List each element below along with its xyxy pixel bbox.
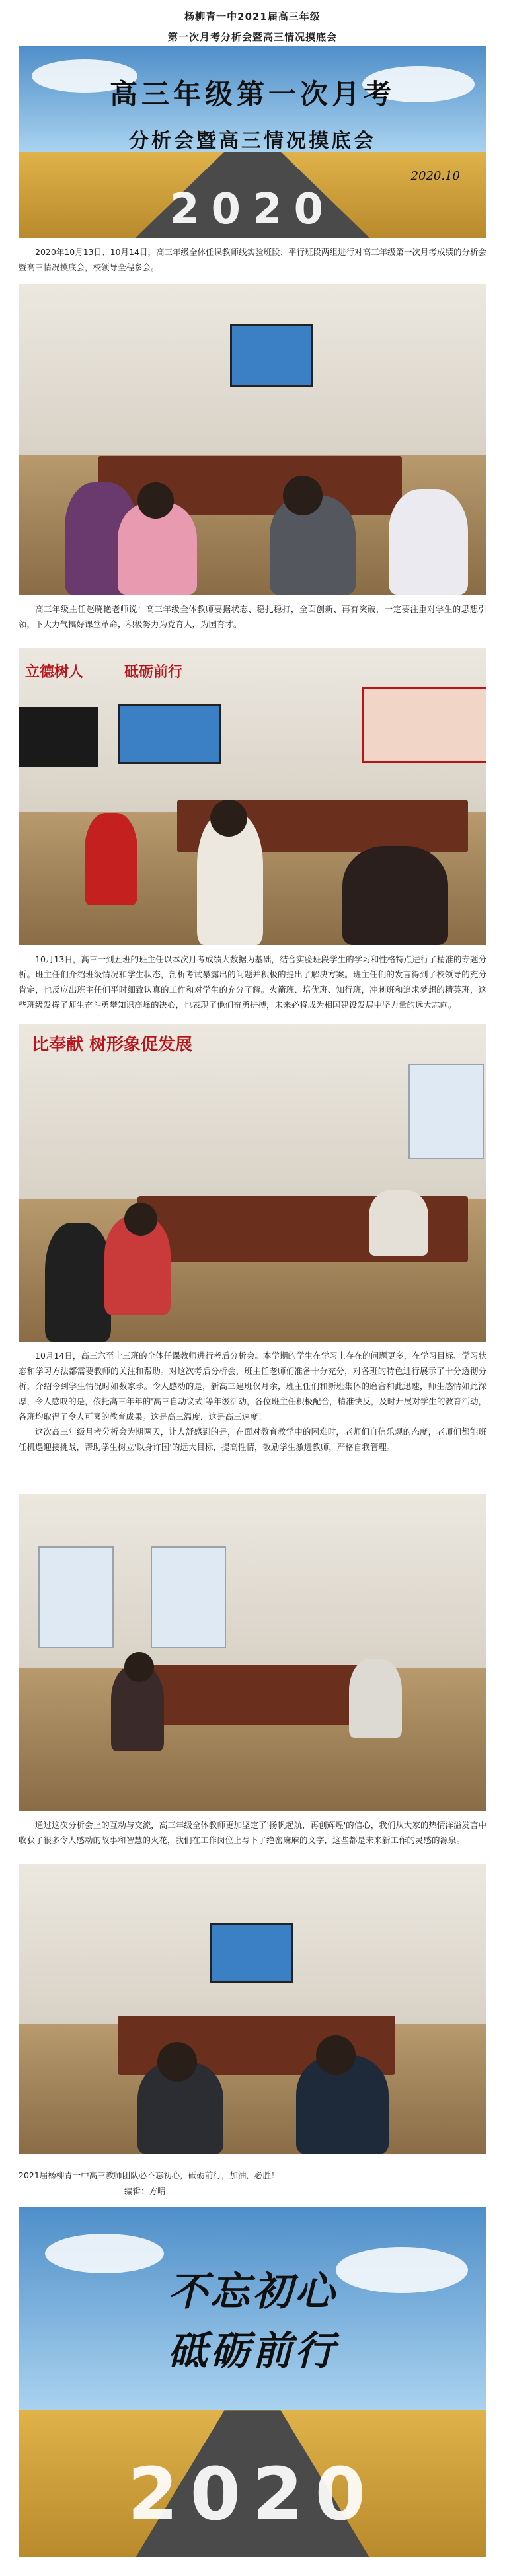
school-title: 杨柳青一中2021届高三年级 [184, 11, 321, 22]
meeting-photo-4 [19, 1494, 486, 1811]
paragraph-intro: 2020年10月13日、10月14日，高三年级全体任课教师线实验班段、平行班段两组进行对高三年级第一次月考成绩的分析会暨高三情况摸底会，校领导全程参会。 [19, 247, 486, 272]
slogan-left: 立德树人 [25, 663, 84, 681]
paragraph-summary: 通过这次分析会上的互动与交流，高三年级全体教师更加坚定了'扬帆起航，再创辉煌'的信心，我们从大家的热情洋溢发言中收获了很多令人感动的故事和智慧的火花，我们在工作岗位上写下了绝密麻麻的文字，这些都是未来新工作的灵感的源泉。 [19, 1820, 486, 1845]
banner-date: 2020.10 [410, 169, 460, 183]
bottom-banner-line2: 砥砺前行 [168, 2328, 337, 2374]
banner-title-line2: 分析会暨高三情况摸底会 [129, 130, 376, 153]
bottom-banner-year: 2020 [127, 2452, 378, 2536]
bottom-banner-image [19, 2207, 486, 2557]
slogan-right: 砥砺前行 [124, 663, 183, 681]
paragraph-oct14: 10月14日，高三六至十三班的全体任课教师进行考后分析会。本学期的学生在学习上存在的问题更多，在学习目标、学习状态和学习方法都需要教师的关注和帮助。对这次考后分析会，班主任老师们准备十分充分，对各班的特色进行展示了十分透彻分析，介绍今到学生情况时如数家珍。令人感动的是，新高三建班仅月余，班主任们和新班集体的磨合和此迅速，师生感情如此深厚，令人感叹的是，依托高三年年的'高三自动议式'等年级活动，各位班主任积极配合，精准快反，及时开展对学生的教育活动，各班均取得了令人可喜的教育成果。这是高三温度，这是高三速度！ 这次高三年级月考分析会为期两天，让人舒感到的是，在面对教育教学中的困难时，老师们自信乐观的态度，老师们都能班任机遇迎接挑战，帮助学生树立'以身许国'的远大目标，提高性情，敬励学生激进教师，严格自我管理。 [19, 1351, 486, 1452]
slogan-compete: 比奉献 树形象促发展 [32, 1035, 193, 1055]
top-banner-image [19, 46, 486, 238]
banner-year: 2020 [169, 185, 336, 234]
meeting-photo-5 [19, 1864, 486, 2154]
paragraph-director: 高三年级主任赵晓艳老师说：高三年级全体教师要据状态、稳扎稳打，全面创新、再有突破，一定要注重对学生的思想引领，下大力气搞好课堂革命，积极努力为党育人，为国育才。 [19, 604, 486, 629]
paragraph-oct13: 10月13日，高三一到五班的班主任以本次月考成绩大数据为基础，结合实验班段学生的学习和性格特点进行了精准的专题分析。班主任们介绍班级情况和学生状态，剖析考试暴露出的问题并积极的提出了解决方案。班主任们的发言得到了校领导的充分肯定，也反应出班主任们平时细致认真的工作和对学生的充分了解。火箭班、培优班、知行班，冲刺班和追求梦想的精英班，这些班级发挥了师生奋斗勇攀知识高峰的决心，也表现了他们奋勇拼搏，未来必将成为相国建设发展中坚力量的远大志向。 [19, 954, 486, 1010]
meeting-photo-1 [19, 284, 486, 595]
meeting-photo-2 [19, 648, 486, 945]
article-header [0, 0, 505, 44]
closing-line: 2021届杨柳青一中高三教师团队必不忘初心，砥砺前行，加油，必胜！ [19, 2170, 280, 2180]
editor-credit: 编辑：方晴 [124, 2186, 166, 2196]
meeting-photo-3 [19, 1024, 486, 1342]
bottom-banner-line1: 不忘初心 [168, 2269, 337, 2315]
banner-title-line1: 高三年级第一次月考 [109, 78, 395, 110]
signoff [19, 2168, 486, 2199]
meeting-title: 第一次月考分析会暨高三情况摸底会 [167, 31, 337, 43]
